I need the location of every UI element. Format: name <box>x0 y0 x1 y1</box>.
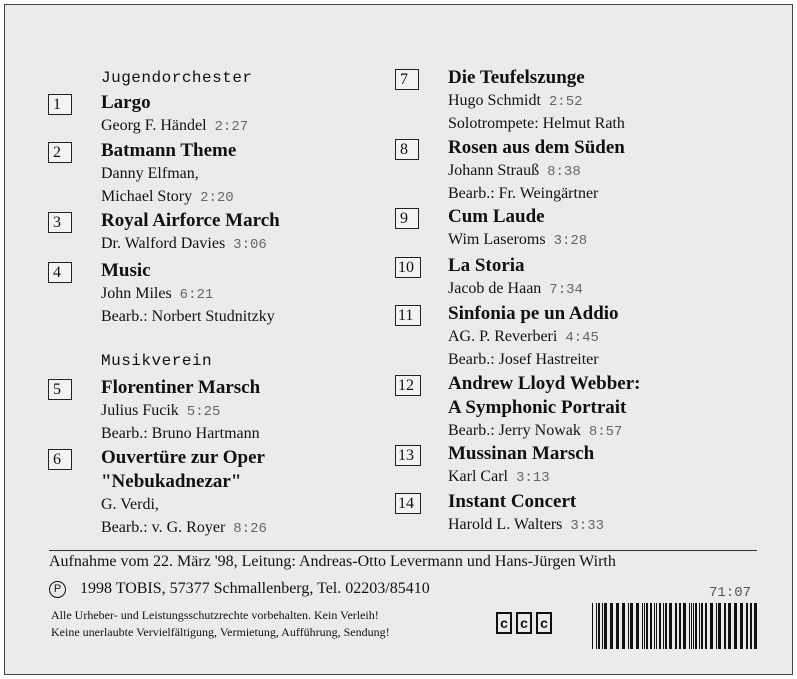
track-title: Sinfonia pe un Addio <box>448 303 619 324</box>
track-credit-line <box>448 160 581 183</box>
rights-notice-2: Keine unerlaubte Vervielfältigung, Vermietung, Aufführung, Sendung! <box>51 625 390 639</box>
track-credit-line <box>448 514 604 537</box>
label-address: 1998 TOBIS, 57377 Schmallenberg, Tel. 02203/85410 <box>80 580 430 597</box>
track-credit-text: Wim Laseroms <box>448 231 546 248</box>
track-credit-text: Hugo Schmidt <box>448 92 541 109</box>
track-credit-text: Karl Carl <box>448 468 508 485</box>
track-credit-text: John Miles <box>101 285 172 302</box>
track-title: La Storia <box>448 255 525 276</box>
track-credit-line <box>101 283 213 306</box>
barcode-bar <box>646 603 648 649</box>
barcode-bar <box>659 603 661 649</box>
track-credit-text: Dr. Walford Davies <box>101 235 226 252</box>
track-number-box: 9 <box>395 208 419 229</box>
barcode-bar <box>650 603 652 649</box>
ccc-logo-letter: c <box>496 612 512 634</box>
section-heading-musikverein: Musikverein <box>101 352 213 370</box>
track-credit-line <box>101 186 234 209</box>
track-duration: 3:06 <box>233 237 267 253</box>
section-heading-jugendorchester: Jugendorchester <box>101 69 253 87</box>
track-title: Ouvertüre zur Oper <box>101 447 265 468</box>
cd-back-cover <box>4 4 793 675</box>
barcode-bar <box>683 603 686 649</box>
track-credit-line <box>448 420 622 443</box>
track-duration: 3:13 <box>515 470 550 486</box>
track-title: Music <box>101 260 151 281</box>
track-number-box: 11 <box>395 305 421 326</box>
barcode-bar <box>734 603 737 649</box>
track-duration: 8:57 <box>588 424 623 440</box>
barcode-bar <box>669 603 672 649</box>
track-title: Largo <box>101 92 151 113</box>
barcode-bar <box>699 603 700 649</box>
ccc-logo-letter: c <box>536 612 552 634</box>
track-duration: 3:33 <box>570 518 604 534</box>
track-title: Cum Laude <box>448 206 545 227</box>
track-title-continued: "Nebukadnezar" <box>101 471 242 492</box>
recording-credits: Aufnahme vom 22. März '98, Leitung: Andreas-Otto Levermann und Hans-Jürgen Wirth <box>49 553 616 570</box>
track-credit-text: Georg F. Händel <box>101 117 207 134</box>
barcode <box>590 603 760 649</box>
track-duration: 5:25 <box>186 404 221 420</box>
track-credit-text: Bearb.: v. G. Royer <box>101 519 226 536</box>
phonographic-copyright-line <box>49 580 430 598</box>
track-credit-text: Michael Story <box>101 188 193 205</box>
track-credit-line <box>101 423 260 445</box>
barcode-bar <box>689 603 690 649</box>
track-duration: 8:26 <box>233 521 267 537</box>
barcode-bar <box>602 603 603 649</box>
track-credit-line <box>448 278 583 301</box>
barcode-bar <box>610 603 613 649</box>
track-credit-line <box>101 233 267 256</box>
track-credit-text: Bearb.: Norbert Studnitzky <box>101 308 275 325</box>
barcode-bar <box>663 603 664 649</box>
track-credit-text: AG. P. Reverberi <box>448 328 558 345</box>
barcode-bar <box>616 603 619 649</box>
track-title: Die Teufelszunge <box>448 67 585 88</box>
track-credit-text: Johann Strauß <box>448 162 540 179</box>
track-duration: 2:27 <box>214 119 249 135</box>
track-credit-line <box>448 466 550 489</box>
barcode-bar <box>705 603 707 649</box>
track-credit-line <box>448 183 598 205</box>
ccc-logo <box>496 612 552 634</box>
track-credit-line <box>101 517 267 540</box>
track-title-continued: A Symphonic Portrait <box>448 397 627 418</box>
track-credit-text: Bearb.: Fr. Weingärtner <box>448 185 599 202</box>
track-duration: 2:20 <box>200 190 234 206</box>
track-number-box: 14 <box>395 493 421 514</box>
track-duration: 4:45 <box>565 330 599 346</box>
barcode-bar <box>675 603 677 649</box>
track-title: Mussinan Marsch <box>448 443 595 464</box>
barcode-bar <box>665 603 667 649</box>
total-playing-time: 71:07 <box>709 585 752 601</box>
track-credit-line <box>101 163 199 185</box>
track-credit-text: Harold L. Walters <box>448 516 563 533</box>
track-credit-line <box>448 229 587 252</box>
track-number-box: 3 <box>48 212 72 233</box>
barcode-bar <box>695 603 697 649</box>
track-credit-text: Solotrompete: Helmut Rath <box>448 115 625 132</box>
track-title: Rosen aus dem Süden <box>448 137 625 158</box>
track-number-box: 1 <box>48 94 72 115</box>
barcode-bar <box>716 603 717 649</box>
barcode-bar <box>691 603 692 649</box>
track-number-box: 8 <box>395 139 419 160</box>
barcode-bar <box>598 603 600 649</box>
barcode-bar <box>693 603 694 649</box>
phonogram-copyright-icon: P <box>49 581 66 598</box>
track-number-box: 10 <box>395 257 421 278</box>
track-number-box: 2 <box>48 142 72 163</box>
barcode-bar <box>718 603 721 649</box>
track-duration: 6:21 <box>179 287 214 303</box>
track-duration: 2:52 <box>548 94 583 110</box>
barcode-bar <box>679 603 681 649</box>
barcode-bar <box>701 603 703 649</box>
barcode-bar <box>592 603 593 649</box>
barcode-bar <box>724 603 726 649</box>
track-title: Florentiner Marsch <box>101 377 261 398</box>
track-duration: 7:34 <box>549 282 583 298</box>
track-credit-text: Danny Elfman, <box>101 165 199 182</box>
track-duration: 8:38 <box>547 164 581 180</box>
barcode-bar <box>622 603 625 649</box>
track-credit-line <box>448 349 599 371</box>
track-title: Batmann Theme <box>101 140 237 161</box>
track-title: Andrew Lloyd Webber: <box>448 373 641 394</box>
barcode-bar <box>654 603 655 649</box>
track-credit-line <box>101 400 220 423</box>
track-credit-text: Jacob de Haan <box>448 280 542 297</box>
track-number-box: 4 <box>48 262 72 283</box>
barcode-bar <box>644 603 645 649</box>
barcode-bar <box>628 603 629 649</box>
barcode-bar <box>636 603 639 649</box>
track-number-box: 13 <box>395 445 421 466</box>
barcode-bar <box>746 603 748 649</box>
barcode-bar <box>710 603 713 649</box>
barcode-bar <box>596 603 597 649</box>
track-credit-text: Bearb.: Bruno Hartmann <box>101 425 260 442</box>
barcode-bar <box>728 603 731 649</box>
track-number-box: 7 <box>395 69 419 90</box>
track-credit-text: Julius Fucik <box>101 402 179 419</box>
barcode-bar <box>630 603 633 649</box>
track-duration: 3:28 <box>553 233 588 249</box>
barcode-bar <box>754 603 757 649</box>
barcode-bar <box>642 603 643 649</box>
track-credit-text: Bearb.: Jerry Nowak <box>448 422 581 439</box>
track-title: Royal Airforce March <box>101 210 280 231</box>
track-number-box: 6 <box>48 449 72 470</box>
track-number-box: 5 <box>48 379 72 400</box>
track-credit-line <box>448 90 583 113</box>
ccc-logo-letter: c <box>516 612 532 634</box>
track-credit-line <box>448 113 625 135</box>
rights-notice-1: Alle Urheber- und Leistungsschutzrechte vorbehalten. Kein Verleih! <box>51 608 379 622</box>
barcode-bar <box>740 603 743 649</box>
track-title: Instant Concert <box>448 491 577 512</box>
barcode-bar <box>656 603 657 649</box>
track-credit-text: G. Verdi, <box>101 496 159 513</box>
barcode-bar <box>750 603 752 649</box>
track-credit-line <box>101 306 275 328</box>
barcode-bar <box>604 603 607 649</box>
track-credit-line <box>101 115 248 138</box>
footer-divider <box>49 550 757 551</box>
track-credit-line <box>448 326 599 349</box>
track-number-box: 12 <box>395 375 421 396</box>
track-credit-text: Bearb.: Josef Hastreiter <box>448 351 599 368</box>
track-credit-line <box>101 494 159 516</box>
